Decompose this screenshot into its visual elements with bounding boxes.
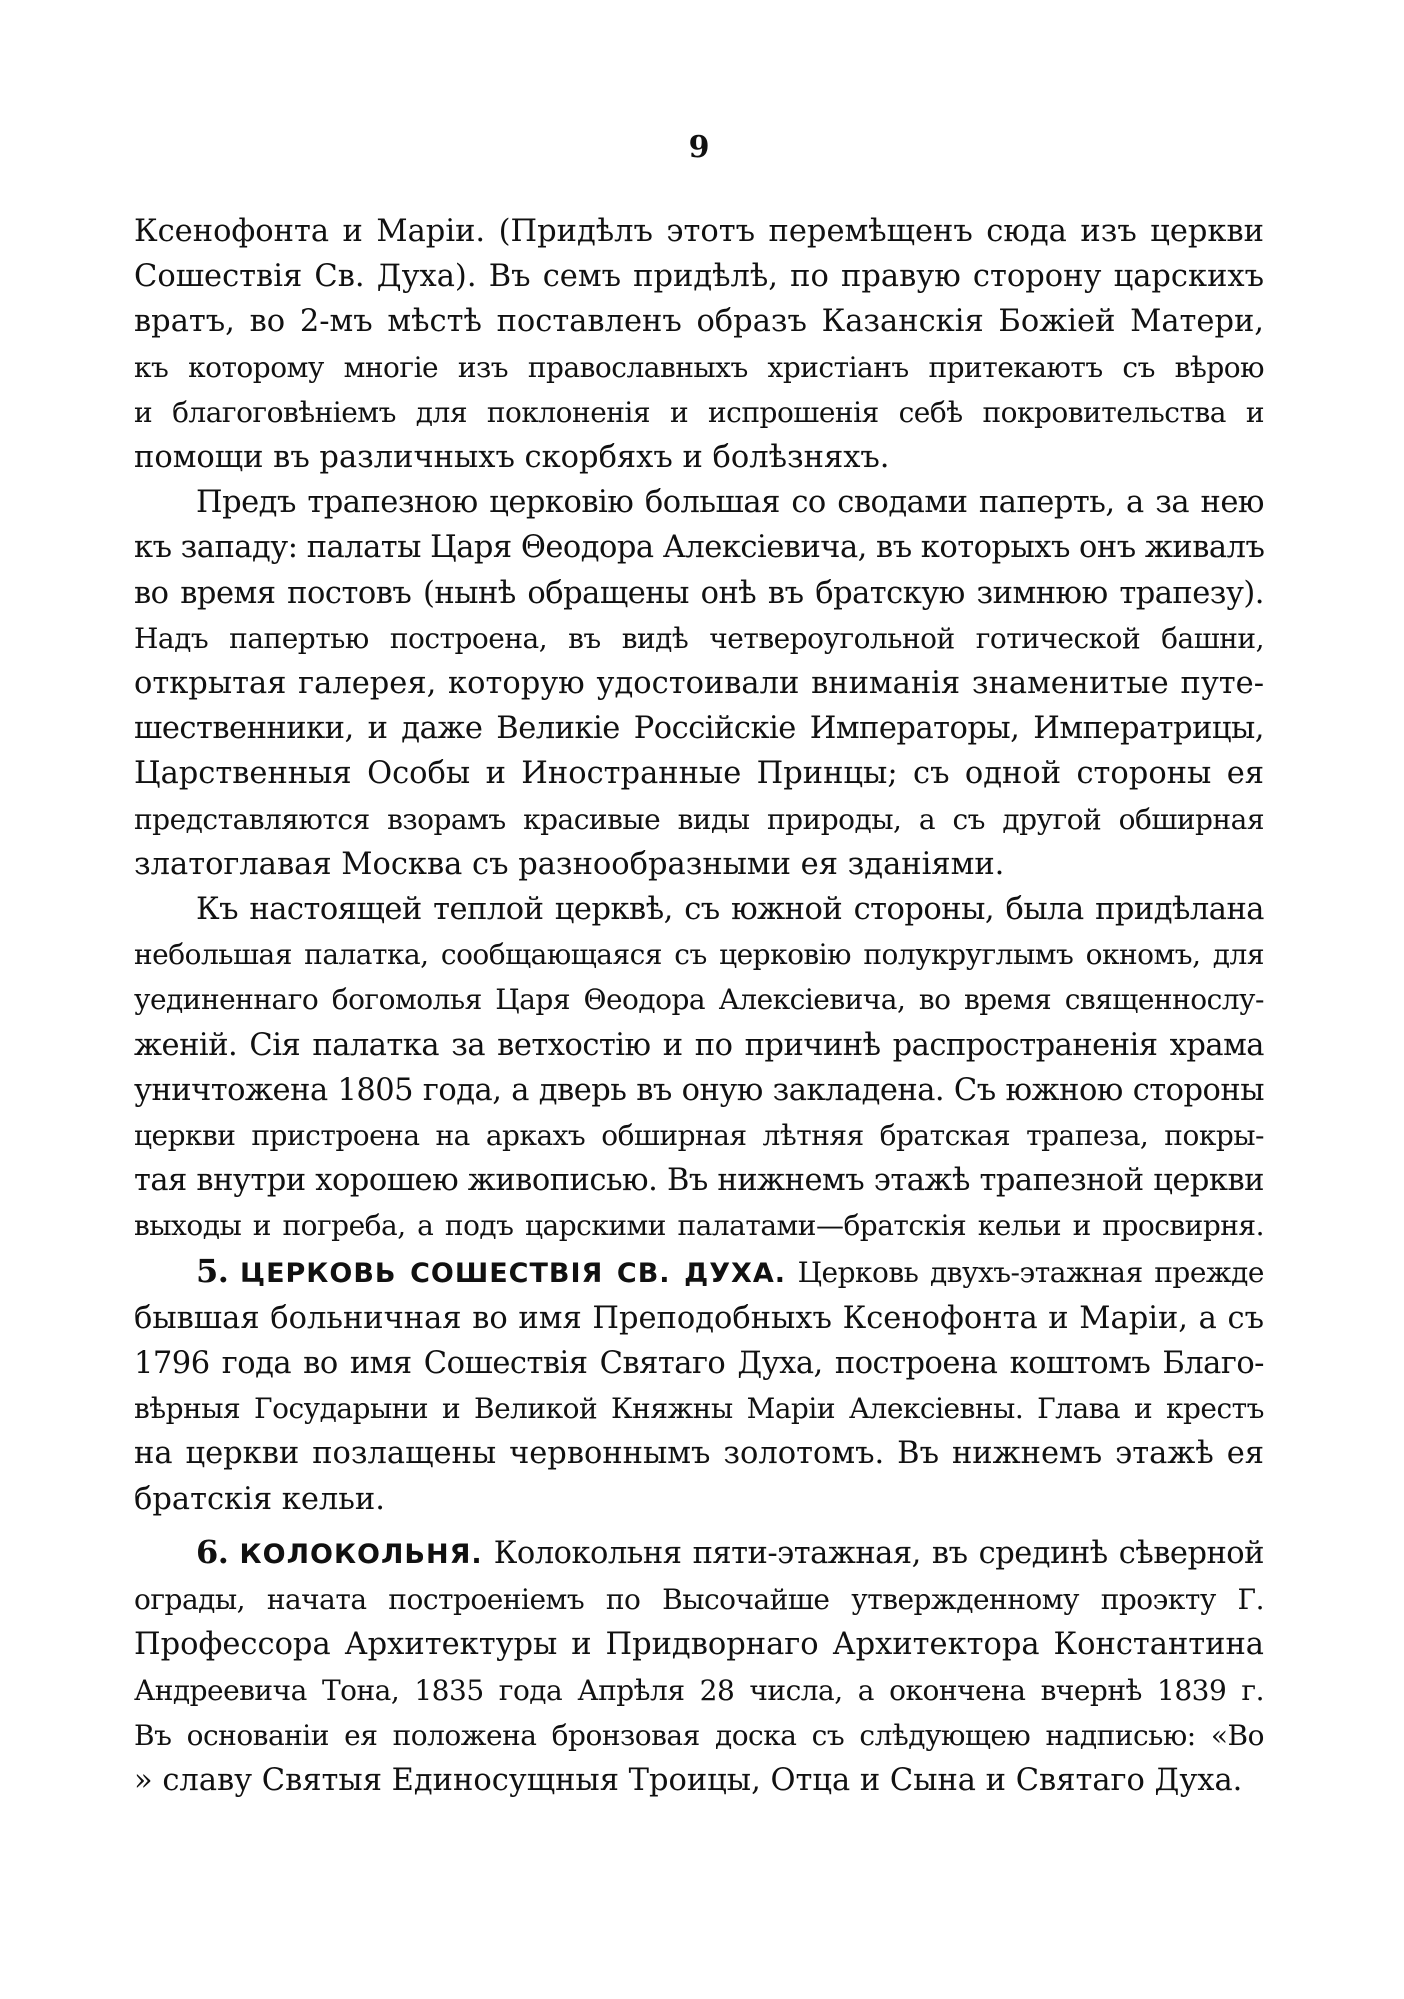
text-line: уничтожена 1805 года, а дверь въ оную закладена. Съ южною стороны xyxy=(134,1072,1264,1108)
paragraph-3 xyxy=(134,887,1264,1249)
paragraph-1 xyxy=(134,209,1264,480)
text-line: вратъ, во 2-мъ мѣстѣ поставленъ образъ Казанскія Божіей Матери, xyxy=(134,304,1264,340)
text-line: Сошествія Св. Духа). Въ семъ придѣлѣ, по правую сторону царскихъ xyxy=(134,259,1264,295)
document-page xyxy=(134,130,1264,1803)
section-number: 5. xyxy=(196,1251,229,1290)
text-line: небольшая палатка, сообщающаяся съ церковію полукруглымъ окномъ, для xyxy=(134,938,1264,972)
text-line: открытая галерея, которую удостоивали вниманія знаменитые путе- xyxy=(134,666,1264,702)
text-line: Къ настоящей теплой церквѣ, съ южной стороны, была придѣлана xyxy=(196,892,1264,928)
text-line: къ которому многіе изъ православныхъ христіанъ притекаютъ съ вѣрою xyxy=(134,350,1264,384)
text-line: помощи въ различныхъ скорбяхъ и болѣзняхъ. xyxy=(134,440,890,476)
text-line: тая внутри хорошею живописью. Въ нижнемъ этажѣ трапезной церкви xyxy=(134,1163,1264,1199)
text-line: и благоговѣніемъ для поклоненія и испрошенія себѣ покровительства и xyxy=(134,395,1264,429)
text-line: Профессора Архитектуры и Придворнаго Архитектора Константина xyxy=(134,1627,1264,1663)
text-fragment: Колокольня пяти-этажная, въ срединѣ сѣверной xyxy=(493,1535,1264,1571)
text-line: вѣрныя Государыни и Великой Княжны Маріи Алексіевны. Глава и крестъ xyxy=(134,1392,1264,1426)
text-line: на церкви позлащены червоннымъ золотомъ. Въ нижнемъ этажѣ ея xyxy=(134,1436,1264,1472)
text-line: ограды, начата построеніемъ по Высочайше утвержденному проэкту Г. xyxy=(134,1583,1264,1617)
text-line: шественники, и даже Великіе Россійскіе Императоры, Императрицы, xyxy=(134,711,1264,747)
section-6 xyxy=(134,1530,1264,1803)
text-fragment: Церковь двухъ-этажная прежде xyxy=(797,1255,1264,1289)
text-line: выходы и погреба, а подъ царскими палатами—братскія кельи и просвирня. xyxy=(134,1209,1264,1243)
section-number: 6. xyxy=(196,1532,229,1571)
text-line: Предъ трапезною церковію большая со сводами паперть, а за нею xyxy=(196,485,1264,521)
text-line: златоглавая Москва съ разнообразными ея зданіями. xyxy=(134,846,1005,882)
text-line: Андреевича Тона, 1835 года Апрѣля 28 числа, а окончена вчернѣ 1839 г. xyxy=(134,1673,1264,1707)
text-line: бывшая больничная во имя Преподобныхъ Ксенофонта и Маріи, а съ xyxy=(134,1300,1264,1336)
text-line: церкви пристроена на аркахъ обширная лѣтняя братская трапеза, покры- xyxy=(134,1119,1264,1153)
text-line: женій. Сія палатка за ветхостію и по причинѣ распространенія храма xyxy=(134,1027,1264,1063)
text-line: уединеннаго богомолья Царя Θеодора Алексіевича, во время священнослу- xyxy=(134,983,1264,1017)
text-line: во время постовъ (нынѣ обращены онѣ въ братскую зимнюю трапезу). xyxy=(134,575,1264,611)
page-number: 9 xyxy=(688,130,710,165)
text-line: представляются взорамъ красивые виды природы, а съ другой обширная xyxy=(134,802,1264,836)
section-heading: КОЛОКОЛЬНЯ. xyxy=(239,1538,483,1570)
text-line: Въ основаніи ея положена бронзовая доска съ слѣдующею надписью: «Во xyxy=(134,1718,1264,1752)
text-line: Ксенофонта и Маріи. (Придѣлъ этотъ перемѣщенъ сюда изъ церкви xyxy=(134,214,1264,249)
paragraph-2 xyxy=(134,480,1264,887)
text-line: Царственныя Особы и Иностранные Принцы; съ одной стороны ея xyxy=(134,756,1264,792)
text-line: 1796 года во имя Сошествія Святаго Духа, построена коштомъ Благо- xyxy=(134,1346,1264,1382)
text-line: къ западу: палаты Царя Θеодора Алексіевича, въ которыхъ онъ живалъ xyxy=(134,530,1265,566)
text-line: » славу Святыя Единосущныя Троицы, Отца и Сына и Святаго Духа. xyxy=(134,1762,1243,1798)
text-line: братскія кельи. xyxy=(134,1481,385,1517)
section-5 xyxy=(134,1249,1264,1522)
section-heading: ЦЕРКОВЬ СОШЕСТВІЯ СВ. ДУХА. xyxy=(240,1257,786,1289)
section-6-first-line xyxy=(134,1530,1264,1577)
section-5-first-line xyxy=(134,1249,1264,1296)
text-line: Надъ папертью построена, въ видѣ четвероугольной готической башни, xyxy=(134,621,1264,655)
